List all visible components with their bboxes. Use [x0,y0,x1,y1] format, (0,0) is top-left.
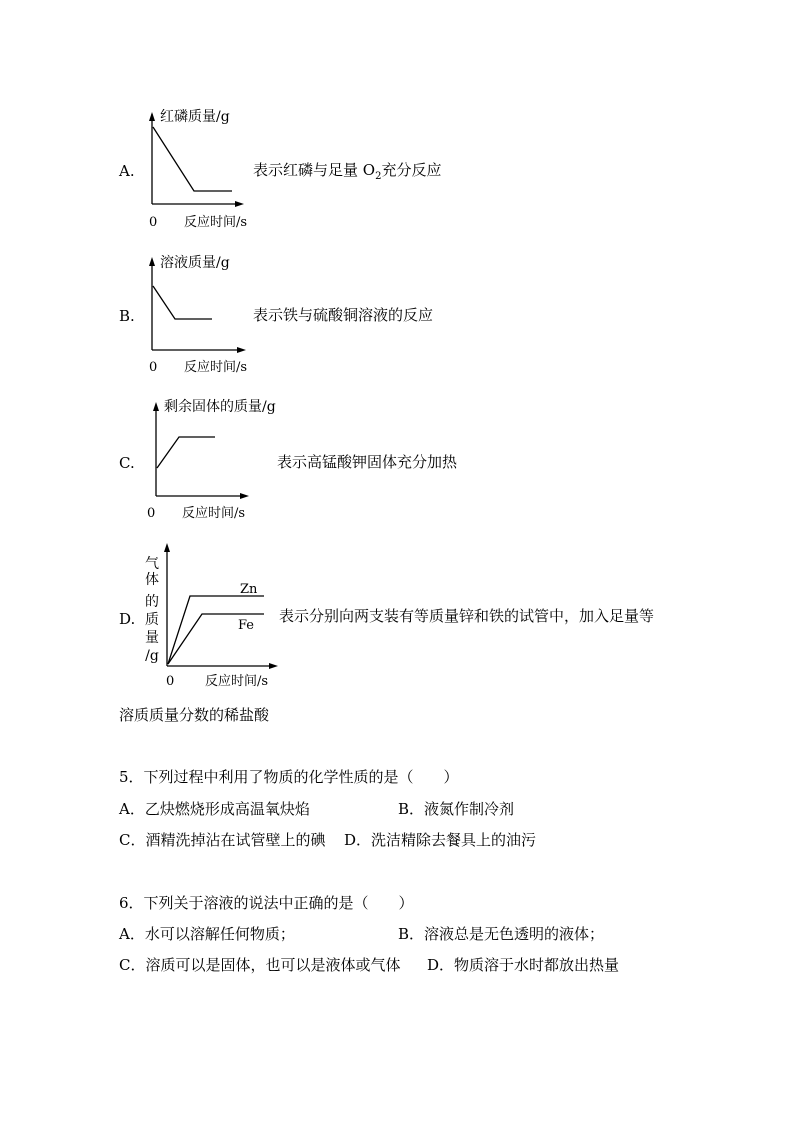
y-label-char: 的 [145,594,159,610]
y-axis-label: 溶液质量/g [160,255,230,271]
x-axis-label: 反应时间/s [182,506,246,521]
choice-a: A．乙炔燃烧形成高温氧炔焰 [119,800,310,818]
y-label-char: 气 [145,556,159,572]
y-label-char: 体 [145,572,159,588]
y-axis-label: 红磷质量/g [160,109,230,125]
figure-description: 表示铁与硫酸铜溶液的反应 [253,306,434,324]
choice-d: D．洗洁精除去餐具上的油污 [344,831,537,849]
series-label-fe: Fe [238,618,255,633]
origin-label: 0 [149,215,158,230]
origin-label: 0 [166,674,175,689]
y-label-char: 量 [145,630,159,646]
option-label: C. [119,454,135,472]
y-axis-label: 剩余固体的质量/g [164,399,276,415]
y-label-char: 质 [145,612,159,628]
choice-b: B．液氮作制冷剂 [398,800,515,818]
x-axis-label: 反应时间/s [205,674,269,689]
x-axis-label: 反应时间/s [184,360,248,375]
choice-b: B．溶液总是无色透明的液体； [398,925,605,943]
origin-label: 0 [147,506,156,521]
series-label-zn: Zn [240,582,258,597]
option-label: D. [119,610,136,628]
figure-description: 表示红磷与足量 $O_2$充分反应 [253,161,442,182]
choice-c: C．溶质可以是固体，也可以是液体或气体 [119,956,401,974]
origin-label: 0 [149,360,158,375]
figure-description: 表示分别向两支装有等质量锌和铁的试管中，加入足量等 [279,607,655,625]
question-stem: 6．下列关于溶液的说法中正确的是（ ） [119,894,414,912]
option-label: B. [119,307,135,325]
choice-c: C．酒精洗掉沾在试管壁上的碘 [119,831,326,849]
question-stem: 5．下列过程中利用了物质的化学性质的是（ ） [119,768,459,786]
figure-description: 表示高锰酸钾固体充分加热 [277,453,458,471]
option-label: A. [119,162,135,180]
y-label-char: /g [145,648,159,664]
choice-d: D．物质溶于水时都放出热量 [427,956,620,974]
figure-description-continued: 溶质质量分数的稀盐酸 [119,706,270,724]
x-axis-label: 反应时间/s [184,215,248,230]
choice-a: A．水可以溶解任何物质； [119,925,295,943]
